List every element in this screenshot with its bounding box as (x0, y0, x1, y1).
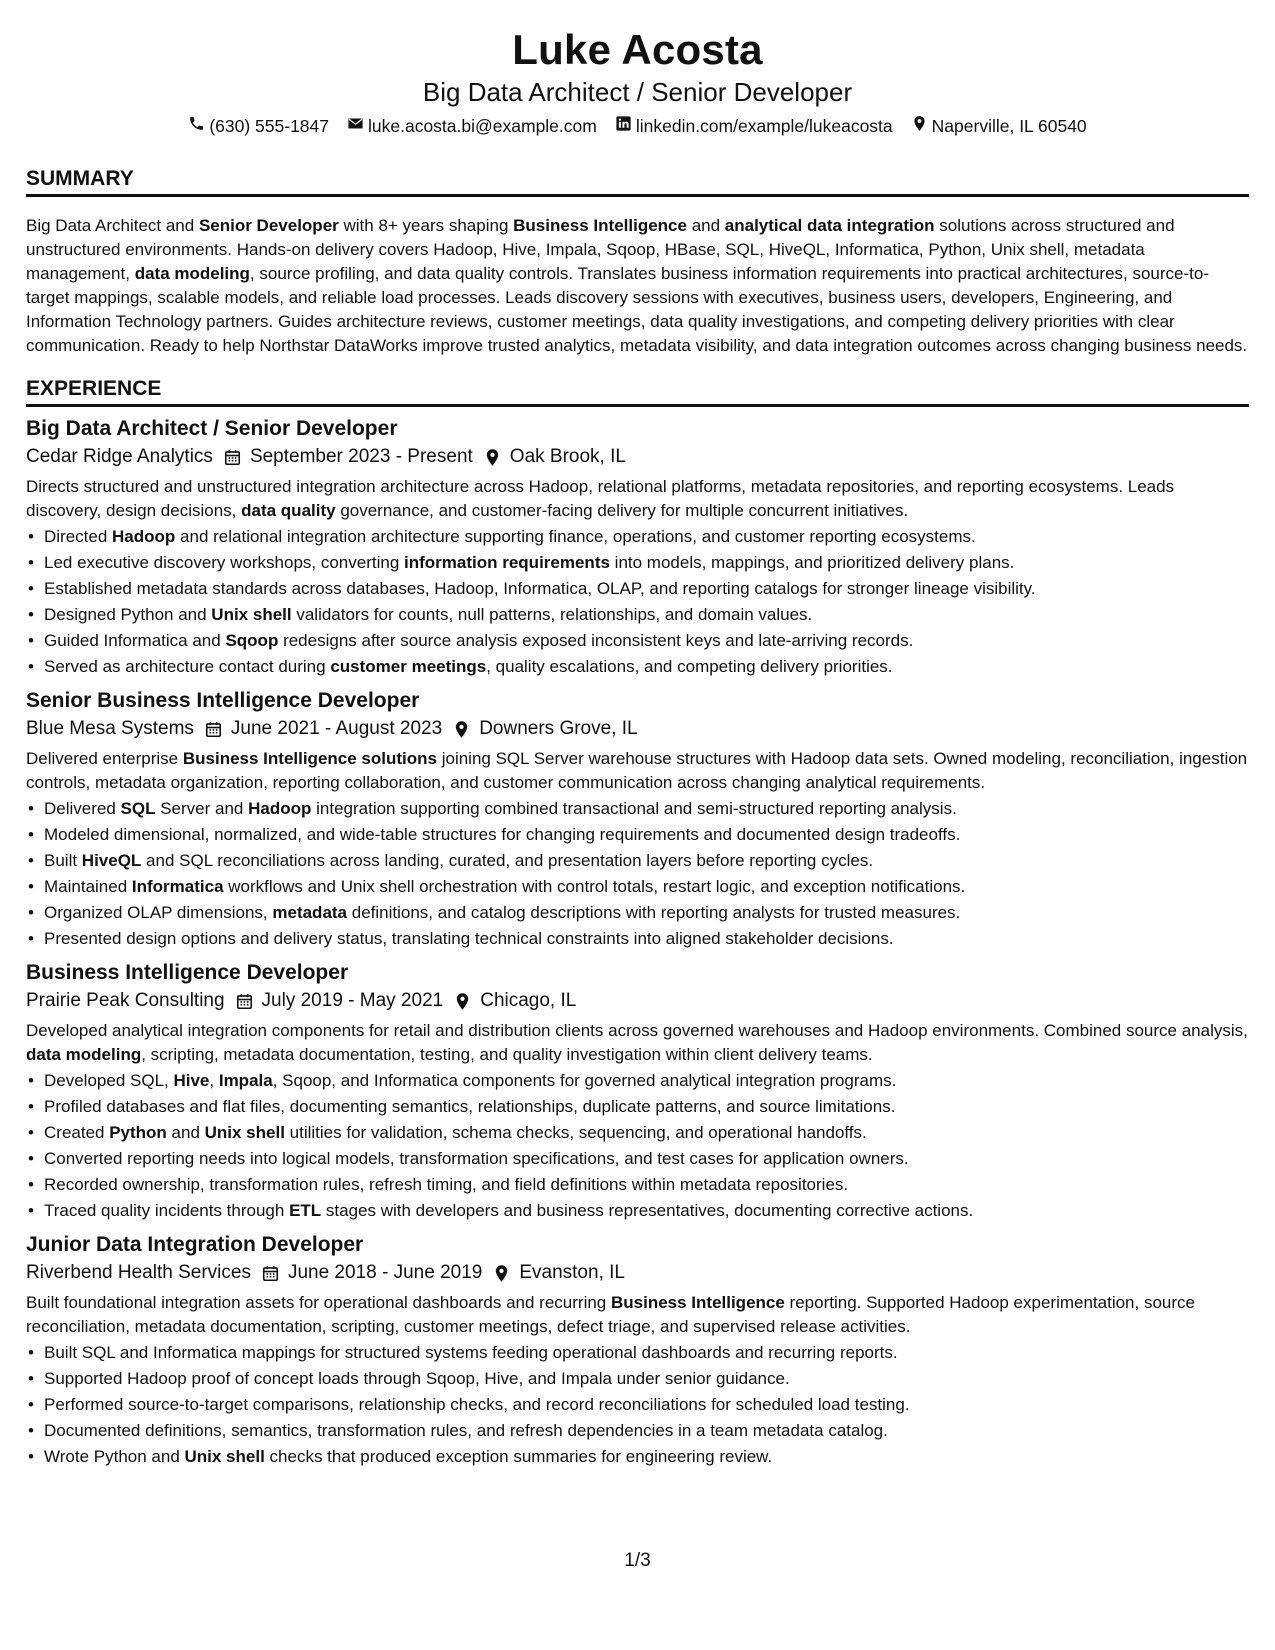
job-dates: June 2021 - August 2023 (230, 718, 443, 739)
map-pin-icon (453, 992, 472, 1011)
bullet-item: • Organized OLAP dimensions, metadata definitions, and catalog descriptions with reporting analysts for trusted measures. (26, 901, 1249, 925)
bullet-item: • Guided Informatica and Sqoop redesigns after source analysis exposed inconsistent keys and late-arriving records. (26, 629, 1249, 653)
page-number: 1/3 (624, 1550, 651, 1571)
job-location: Evanston, IL (519, 1262, 625, 1283)
envelope-icon (347, 114, 364, 138)
candidate-name: Luke Acosta (512, 26, 763, 73)
job-meta (26, 987, 1249, 1015)
job-location: Downers Grove, IL (479, 718, 638, 739)
contact-bar (0, 114, 1275, 138)
linkedin-url[interactable]: linkedin.com/example/lukeacosta (635, 116, 893, 136)
bullet-item: • Built SQL and Informatica mappings for structured systems feeding operational dashboards and recurring reports. (26, 1341, 1249, 1365)
bullet-item: • Traced quality incidents through ETL stages with developers and business representatives, documenting corrective actions. (26, 1199, 1249, 1223)
job-dates: July 2019 - May 2021 (261, 990, 444, 1011)
contact-phone (188, 114, 329, 138)
map-pin-icon (452, 720, 471, 739)
job-title: Business Intelligence Developer (26, 961, 349, 984)
location-text: Naperville, IL 60540 (931, 116, 1087, 136)
job-location: Chicago, IL (480, 990, 577, 1011)
bullet-item: • Led executive discovery workshops, converting information requirements into models, mappings, and prioritized delivery plans. (26, 551, 1249, 575)
job-description: Built foundational integration assets for operational dashboards and recurring Business Intelligence reporting. Supported Hadoop experimentation, source reconciliation, metadata documentation, scripting, customer meetings, defect triage, and supervised release activities. (26, 1293, 1195, 1336)
job-description: Delivered enterprise Business Intelligence solutions joining SQL Server warehouse structures with Hadoop data sets. Owned modeling, reconciliation, ingestion controls, metadata organization, reporting collaboration, and customer communication across changing analytical requirements. (26, 749, 1248, 792)
contact-email[interactable] (347, 114, 597, 138)
bullet-item: • Built HiveQL and SQL reconciliations across landing, curated, and presentation layers before reporting cycles. (26, 849, 1249, 873)
job-meta (26, 1259, 1249, 1287)
job-title: Big Data Architect / Senior Developer (26, 417, 398, 440)
candidate-headline: Big Data Architect / Senior Developer (422, 77, 853, 107)
job-entry-4 (26, 1231, 1249, 1469)
bullet-item: • Profiled databases and flat files, documenting semantics, relationships, duplicate patterns, and source limitations. (26, 1095, 1249, 1119)
job-title: Senior Business Intelligence Developer (26, 689, 420, 712)
bullet-item: • Performed source-to-target comparisons, relationship checks, and record reconciliations for scheduled load testing. (26, 1393, 1249, 1417)
job-location: Oak Brook, IL (509, 446, 626, 467)
resume-header (0, 0, 1275, 138)
calendar-icon (261, 1264, 280, 1283)
bullet-item: • Designed Python and Unix shell validators for counts, null patterns, relationships, and domain values. (26, 603, 1249, 627)
contact-location (911, 114, 1087, 138)
map-pin-icon (483, 448, 502, 467)
experience-heading: EXPERIENCE (26, 376, 1249, 407)
summary-section (26, 166, 1249, 358)
experience-section (26, 376, 1249, 1469)
bullet-item: • Documented definitions, semantics, transformation rules, and refresh dependencies in a team metadata catalog. (26, 1419, 1249, 1443)
contact-linkedin[interactable] (615, 114, 893, 138)
job-entry-2 (26, 687, 1249, 951)
phone-number: (630) 555-1847 (209, 116, 329, 136)
bullet-item: • Delivered SQL Server and Hadoop integration supporting combined transactional and semi-structured reporting analysis. (26, 797, 1249, 821)
bullet-item: • Supported Hadoop proof of concept loads through Sqoop, Hive, and Impala under senior guidance. (26, 1367, 1249, 1391)
resume-body (26, 166, 1249, 1477)
map-pin-icon (492, 1264, 511, 1283)
job-meta (26, 443, 1249, 471)
job-entry-1 (26, 415, 1249, 679)
job-bullets (26, 525, 1249, 679)
company-name: Blue Mesa Systems (26, 718, 194, 739)
bullet-item: • Established metadata standards across databases, Hadoop, Informatica, OLAP, and reporting catalogs for stronger lineage visibility. (26, 577, 1249, 601)
summary-text: Big Data Architect and Senior Developer with 8+ years shaping Business Intelligence and analytical data integration solutions across structured and unstructured environments. Hands-on delivery covers Hadoop, Hive, Impala, Sqoop, HBase, SQL, HiveQL, Informatica, Python, Unix shell, metadata management, data modeling, source profiling, and data quality controls. Translates business information requirements into practical architectures, source-to-target mappings, scalable models, and reliable load processes. Leads discovery sessions with executives, business users, developers, Engineering, and Information Technology partners. Guides architecture reviews, customer meetings, data quality investigations, and competing delivery priorities with clear communication. Ready to help Northstar DataWorks improve trusted analytics, metadata visibility, and data integration outcomes across changing business needs. (26, 216, 1248, 355)
calendar-icon (204, 720, 223, 739)
bullet-item: • Served as architecture contact during customer meetings, quality escalations, and competing delivery priorities. (26, 655, 1249, 679)
email-address[interactable]: luke.acosta.bi@example.com (368, 116, 597, 136)
company-name: Riverbend Health Services (26, 1262, 251, 1283)
job-description: Developed analytical integration components for retail and distribution clients across governed warehouses and Hadoop environments. Combined source analysis, data modeling, scripting, metadata documentation, testing, and quality investigation within client delivery teams. (26, 1021, 1248, 1064)
job-bullets (26, 797, 1249, 951)
job-list (26, 415, 1249, 1469)
summary-heading: SUMMARY (26, 166, 1249, 197)
calendar-icon (235, 992, 254, 1011)
bullet-item: • Maintained Informatica workflows and Unix shell orchestration with control totals, restart logic, and exception notifications. (26, 875, 1249, 899)
company-name: Prairie Peak Consulting (26, 990, 225, 1011)
map-pin-icon (911, 114, 928, 138)
calendar-icon (223, 448, 242, 467)
job-description: Directs structured and unstructured integration architecture across Hadoop, relational platforms, metadata repositories, and reporting ecosystems. Leads discovery, design decisions, data quality governance, and customer-facing delivery for multiple concurrent initiatives. (26, 477, 1175, 520)
phone-icon (188, 114, 205, 138)
bullet-item: • Presented design options and delivery status, translating technical constraints into aligned stakeholder decisions. (26, 927, 1249, 951)
linkedin-icon (615, 114, 632, 138)
bullet-item: • Modeled dimensional, normalized, and wide-table structures for changing requirements and documented design tradeoffs. (26, 823, 1249, 847)
job-meta (26, 715, 1249, 743)
job-dates: June 2018 - June 2019 (287, 1262, 483, 1283)
company-name: Cedar Ridge Analytics (26, 446, 213, 467)
bullet-item: • Recorded ownership, transformation rules, refresh timing, and field definitions within metadata repositories. (26, 1173, 1249, 1197)
job-entry-3 (26, 959, 1249, 1223)
bullet-item: • Created Python and Unix shell utilities for validation, schema checks, sequencing, and operational handoffs. (26, 1121, 1249, 1145)
job-dates: September 2023 - Present (249, 446, 473, 467)
bullet-item: • Wrote Python and Unix shell checks that produced exception summaries for engineering review. (26, 1445, 1249, 1469)
job-bullets (26, 1069, 1249, 1223)
bullet-item: • Developed SQL, Hive, Impala, Sqoop, and Informatica components for governed analytical integration programs. (26, 1069, 1249, 1093)
job-bullets (26, 1341, 1249, 1469)
bullet-item: • Converted reporting needs into logical models, transformation specifications, and test cases for application owners. (26, 1147, 1249, 1171)
bullet-item: • Directed Hadoop and relational integration architecture supporting finance, operations, and customer reporting ecosystems. (26, 525, 1249, 549)
job-title: Junior Data Integration Developer (26, 1233, 364, 1256)
